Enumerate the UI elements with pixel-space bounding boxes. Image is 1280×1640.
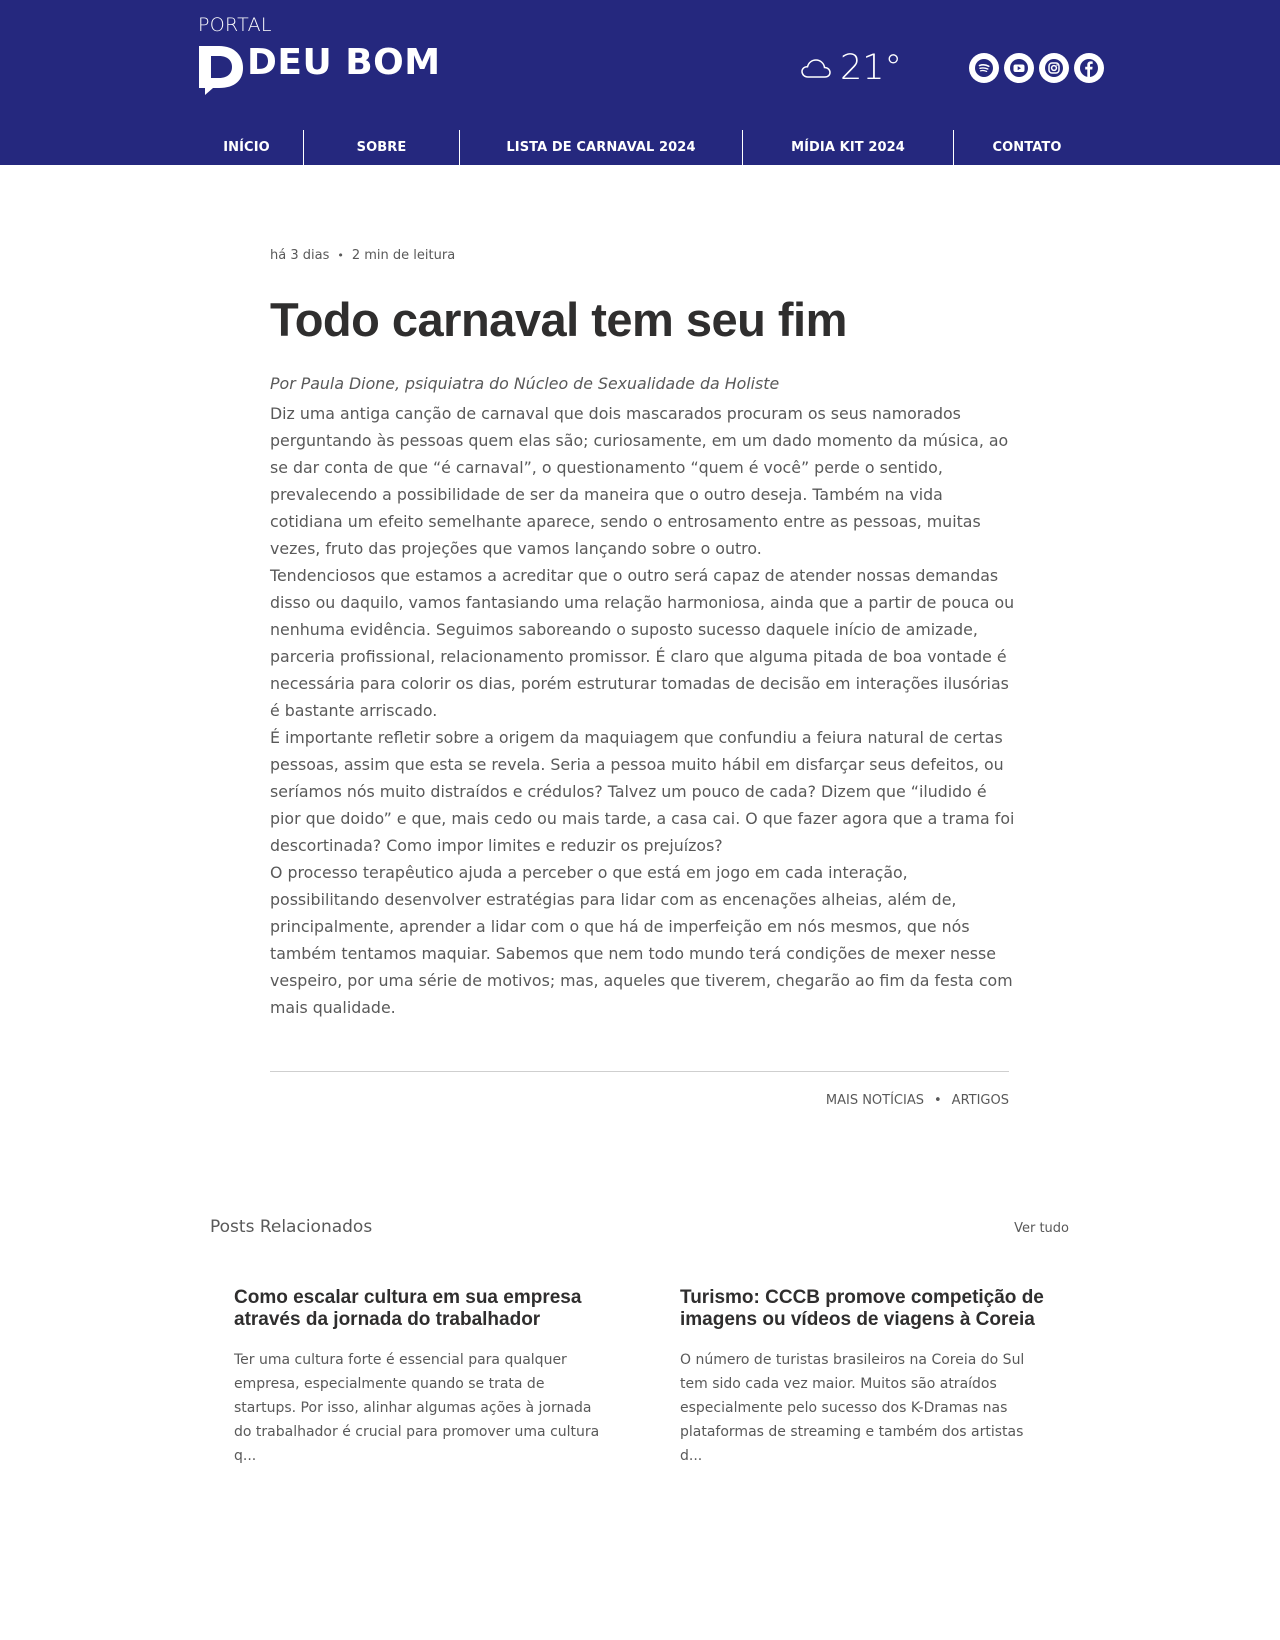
post-paragraph: O processo terapêutico ajuda a perceber o que está em jogo em cada interação, possibilitando desenvolver estratégias para lidar com as encenações alheias, além de, principalmente, aprender a lidar com o que há de imperfeição em nós mesmos, que nós também tentamos maquiar. Sabemos que nem todo mundo terá condições de mexer nesse vespeiro, por uma série de motivos; mas, aqueles que tiverem, chegarão ao fim da festa com mais qualidade. <box>270 863 1013 1017</box>
post-read-time: 2 min de leitura <box>351 248 456 263</box>
related-post-title[interactable]: Turismo: CCCB promove competição de imagens ou vídeos de viagens à Coreia <box>680 1287 1044 1330</box>
post-title: Todo carnaval tem seu fim <box>270 293 847 346</box>
related-posts-heading: Posts Relacionados <box>210 1217 373 1237</box>
instagram-icon[interactable] <box>1039 53 1069 83</box>
main-nav <box>190 130 1100 165</box>
post-categories <box>826 1093 1009 1108</box>
related-post-card[interactable] <box>680 1287 1050 1464</box>
category-separator: • <box>934 1093 942 1108</box>
see-all-link[interactable]: Ver tudo <box>1014 1221 1069 1236</box>
nav-item-inicio[interactable]: INÍCIO <box>223 140 270 155</box>
post-paragraph: Diz uma antiga canção de carnaval que dois mascarados procuram os seus namorados perguntando às pessoas quem elas são; curiosamente, em um dado momento da música, ao se dar conta de que “é carnaval”, o questionamento “quem é você” perde o sentido, prevalecendo a possibilidade de ser da maneira que o outro deseja. Também na vida cotidiana um efeito semelhante aparece, sendo o entrosamento entre as pessoas, muitas vezes, fruto das projeções que vamos lançando sobre o outro. <box>270 404 1009 558</box>
post-byline: Por Paula Dione, psiquiatra do Núcleo de Sexualidade da Holiste <box>270 374 780 393</box>
youtube-icon[interactable] <box>1004 53 1034 83</box>
site-header <box>0 0 1280 165</box>
category-artigos[interactable]: ARTIGOS <box>951 1093 1009 1108</box>
meta-separator: • <box>337 249 344 262</box>
facebook-icon[interactable] <box>1074 53 1104 83</box>
cloud-icon <box>800 56 832 80</box>
related-post-title[interactable]: Como escalar cultura em sua empresa através da jornada do trabalhador <box>234 1287 582 1330</box>
post-body <box>270 400 1015 1021</box>
spotify-icon[interactable] <box>969 53 999 83</box>
nav-item-contato[interactable]: CONTATO <box>992 140 1062 155</box>
brand-name[interactable]: DEU BOM <box>247 42 441 83</box>
related-post-card[interactable] <box>234 1287 604 1464</box>
weather-temperature: 21° <box>840 48 903 88</box>
post-time-ago: há 3 dias <box>270 248 330 263</box>
nav-item-lista-carnaval[interactable]: LISTA DE CARNAVAL 2024 <box>506 140 696 155</box>
related-post-excerpt: O número de turistas brasileiros na Coreia do Sul tem sido cada vez maior. Muitos são atraídos especialmente pelo sucesso dos K-Dramas nas plataformas de streaming e também dos artistas d... <box>680 1352 1025 1464</box>
brand-logo-icon[interactable] <box>197 44 245 96</box>
social-links <box>969 53 1104 83</box>
nav-item-sobre[interactable]: SOBRE <box>356 140 407 155</box>
category-mais-noticias[interactable]: MAIS NOTÍCIAS <box>825 1093 924 1108</box>
post-divider <box>270 1071 1009 1072</box>
post-paragraph: Tendenciosos que estamos a acreditar que o outro será capaz de atender nossas demandas disso ou daquilo, vamos fantasiando uma relação harmoniosa, ainda que a partir de pouca ou nenhuma evidência. Seguimos saboreando o suposto sucesso daquele início de amizade, parceria profissional, relacionamento promissor. É claro que alguma pitada de boa vontade é necessária para colorir os dias, porém estruturar tomadas de decisão em interações ilusórias é bastante arriscado. <box>270 566 1015 720</box>
nav-item-midia-kit[interactable]: MÍDIA KIT 2024 <box>791 140 905 155</box>
post-meta <box>270 248 455 263</box>
post-paragraph: É importante refletir sobre a origem da maquiagem que confundiu a feiura natural de certas pessoas, assim que esta se revela. Seria a pessoa muito hábil em disfarçar seus defeitos, ou seríamos nós muito distraídos e crédulos? Talvez um pouco de cada? Dizem que “iludido é pior que doido” e que, mais cedo ou mais tarde, a casa cai. O que fazer agora que a trama foi descortinada? Como impor limites e reduzir os prejuízos? <box>270 728 1015 855</box>
related-post-excerpt: Ter uma cultura forte é essencial para qualquer empresa, especialmente quando se trata de startups. Por isso, alinhar algumas ações à jornada do trabalhador é crucial para promover uma cultura q... <box>234 1352 600 1464</box>
weather-widget <box>800 48 902 88</box>
brand-portal-label[interactable]: PORTAL <box>198 14 272 36</box>
